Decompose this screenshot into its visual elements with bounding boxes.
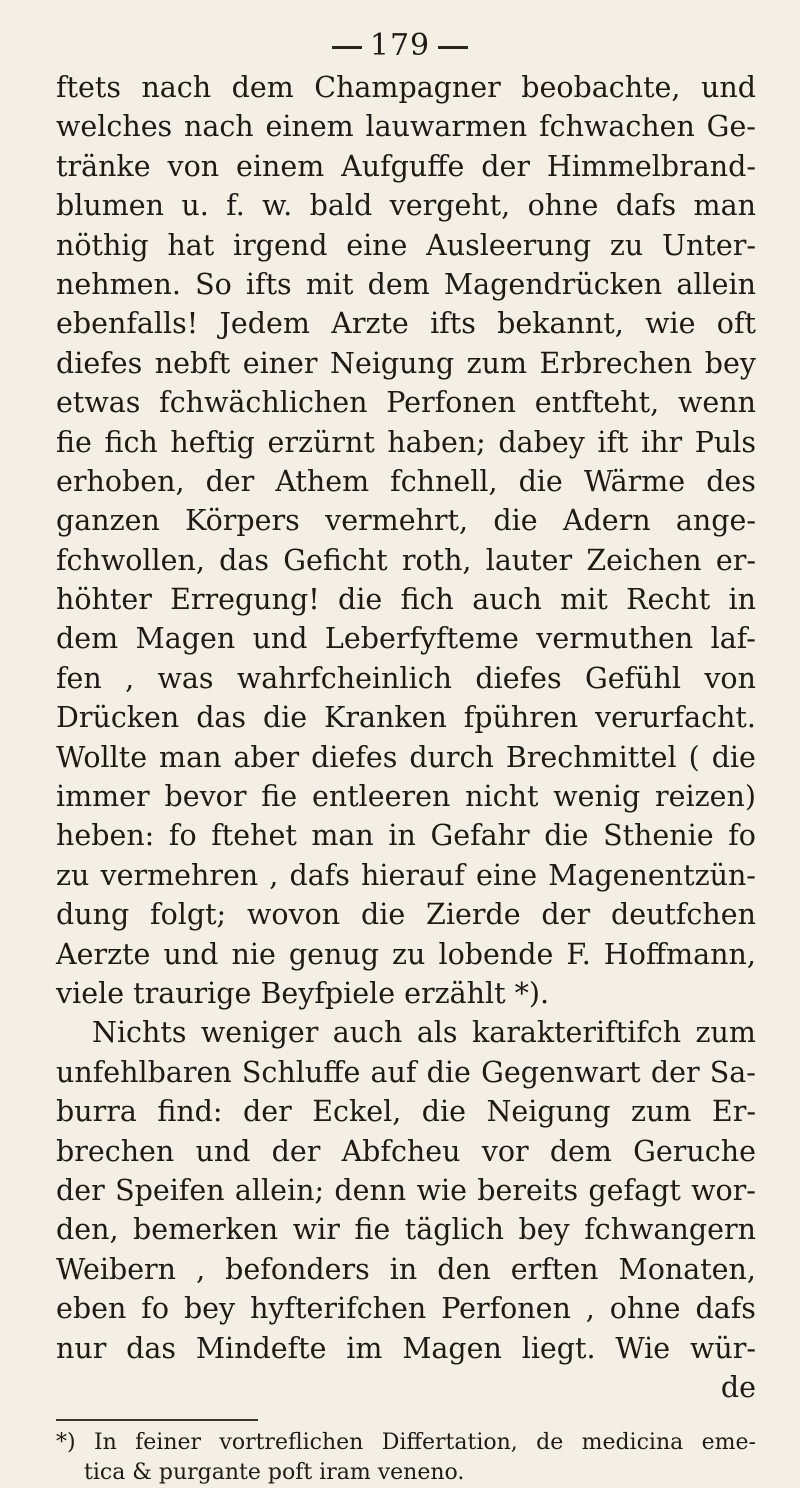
word: erhoben, xyxy=(56,464,185,498)
word: Champagner xyxy=(314,71,501,104)
word: fo xyxy=(728,819,756,853)
word: eme- xyxy=(701,1430,756,1455)
word: Wärme xyxy=(583,464,686,498)
text-line xyxy=(56,186,756,225)
word: vermuthen xyxy=(536,622,694,656)
word: Unter- xyxy=(662,228,756,262)
word: und xyxy=(252,622,308,656)
word: de xyxy=(536,1430,564,1455)
word: fen xyxy=(56,661,102,695)
word: oft xyxy=(716,307,756,341)
word: fich xyxy=(104,425,158,459)
word: wovon xyxy=(246,898,341,932)
word: wir xyxy=(292,1213,340,1247)
word: der xyxy=(243,1095,292,1129)
word: lauter xyxy=(485,543,573,577)
word: fchnell, xyxy=(390,464,498,498)
left-dash xyxy=(332,46,362,49)
word: Körpers xyxy=(185,504,300,538)
word: dem xyxy=(549,1134,612,1168)
word: zum xyxy=(631,1095,692,1129)
word: burra xyxy=(56,1095,137,1129)
word: Zeichen xyxy=(586,543,702,577)
word: fpühren xyxy=(463,701,579,735)
word: die xyxy=(426,1055,471,1089)
text-line xyxy=(56,777,756,816)
text-line xyxy=(56,147,756,186)
word: die xyxy=(360,898,406,932)
word: bereits xyxy=(477,1173,579,1207)
word: die xyxy=(493,504,538,538)
word: hyfterifchen xyxy=(250,1292,427,1326)
word: dabey xyxy=(498,425,585,459)
word: Aufguffe xyxy=(341,149,465,183)
word: auf xyxy=(370,1055,417,1089)
word: Brechmittel xyxy=(505,740,677,774)
word: fie xyxy=(354,1213,391,1247)
word: ftets xyxy=(56,71,121,104)
word: fo xyxy=(141,1292,169,1326)
word: der xyxy=(271,1134,321,1168)
word: ange- xyxy=(675,504,756,538)
text-line xyxy=(56,580,756,619)
word: Perfonen xyxy=(386,386,516,420)
word: gefagt xyxy=(588,1173,681,1207)
word: dung xyxy=(56,898,130,932)
text-line xyxy=(56,856,756,895)
word: Ge- xyxy=(706,110,756,144)
word: blumen xyxy=(56,189,164,223)
word: der xyxy=(541,898,591,932)
text-line xyxy=(56,816,756,855)
word: wahrfcheinlich xyxy=(236,661,453,695)
text-line xyxy=(56,1250,756,1289)
word: befonders xyxy=(225,1252,370,1286)
word: nicht xyxy=(465,780,539,814)
word: fchwächlichen xyxy=(159,386,368,420)
word: ift xyxy=(597,425,629,459)
text-line xyxy=(56,738,756,777)
word: nur xyxy=(56,1331,107,1365)
word: vortreflichen xyxy=(219,1430,364,1455)
word: eben xyxy=(56,1292,127,1326)
word: f. xyxy=(226,189,245,223)
word: auch xyxy=(332,1016,403,1050)
word: im xyxy=(346,1331,383,1365)
word: heftig xyxy=(170,425,255,459)
word: , xyxy=(125,661,135,695)
word: Zierde xyxy=(426,898,521,932)
text-line xyxy=(56,304,756,343)
word: Speifen xyxy=(115,1173,225,1207)
page-number xyxy=(0,28,800,63)
word: man xyxy=(311,819,374,853)
word: deutfchen xyxy=(610,898,756,932)
word: des xyxy=(706,464,756,498)
word: Ausleerung xyxy=(426,228,592,262)
word: höhter xyxy=(56,583,152,617)
word: Gefühl xyxy=(584,661,681,695)
text-line xyxy=(56,698,756,737)
word: Sthenie xyxy=(603,819,714,853)
word: vermehrt, xyxy=(325,504,469,538)
word: in xyxy=(389,1252,418,1286)
word: Mindefte xyxy=(195,1331,327,1365)
word: die xyxy=(518,464,563,498)
text-line xyxy=(56,226,756,265)
word: folgt; xyxy=(150,898,227,932)
word: Jedem xyxy=(219,307,310,341)
word: ihr xyxy=(641,425,683,459)
word: ohne xyxy=(527,189,599,223)
word: das xyxy=(126,1331,177,1365)
word: medicina xyxy=(581,1430,684,1455)
text-line: viele traurige Beyfpiele erzählt *). xyxy=(56,976,550,1010)
word: wor- xyxy=(691,1173,756,1207)
word: nöthig xyxy=(56,228,149,262)
text-line xyxy=(56,1013,756,1052)
word: der xyxy=(481,149,530,183)
word: man xyxy=(159,740,222,774)
word: nebft xyxy=(154,346,231,380)
word: dafs xyxy=(615,189,677,223)
word: Schluffe xyxy=(241,1055,361,1089)
word: beobachte, xyxy=(521,71,681,104)
word: Geruche xyxy=(633,1134,756,1168)
word: von xyxy=(704,661,756,695)
word: ftehet xyxy=(211,819,297,853)
word: bekannt, xyxy=(497,307,624,341)
text-line xyxy=(56,68,756,107)
word: den, xyxy=(56,1213,119,1247)
word: ganzen xyxy=(56,504,160,538)
text-line xyxy=(56,462,756,501)
word: eine xyxy=(475,858,538,892)
word: zu xyxy=(392,937,426,971)
word: Wie xyxy=(615,1331,671,1365)
word: nehmen. xyxy=(56,267,181,301)
text-line xyxy=(56,935,756,974)
word: feiner xyxy=(135,1430,202,1455)
text-line xyxy=(56,1289,756,1328)
word: Athem xyxy=(275,464,370,498)
word: Arzte xyxy=(331,307,409,341)
word: liegt. xyxy=(521,1331,596,1365)
word: unfehlbaren xyxy=(56,1055,232,1089)
word: den xyxy=(437,1252,491,1286)
text-line xyxy=(56,1329,756,1368)
word: Abfcheu xyxy=(341,1134,461,1168)
word: die xyxy=(338,583,383,617)
word: Kranken xyxy=(324,701,447,735)
word: das xyxy=(219,543,270,577)
word: bey xyxy=(183,1292,236,1326)
word: Weibern xyxy=(56,1252,177,1286)
word: nie xyxy=(231,937,276,971)
word: einem xyxy=(265,110,354,144)
word: dem xyxy=(56,622,119,656)
footnote-line xyxy=(56,1428,756,1458)
word: , xyxy=(269,858,279,892)
word: erften xyxy=(510,1252,599,1286)
word: man xyxy=(693,189,756,223)
text-line xyxy=(56,501,756,540)
text-line xyxy=(56,344,756,383)
word: haben; xyxy=(387,425,486,459)
word: ohne xyxy=(609,1292,681,1326)
word: Magenentzün- xyxy=(548,858,756,892)
word: find: xyxy=(157,1095,223,1129)
word: lauwarmen xyxy=(365,110,528,144)
word: fich xyxy=(400,583,454,617)
word: F. xyxy=(566,937,591,971)
word: in xyxy=(728,583,756,617)
word: fie xyxy=(261,780,298,814)
word: genug xyxy=(288,937,379,971)
word: wenig xyxy=(553,780,641,814)
word: Er- xyxy=(711,1095,756,1129)
word: welches xyxy=(56,110,173,144)
catchword: de xyxy=(720,1370,756,1404)
word: fchwollen, xyxy=(56,543,205,577)
text-line xyxy=(56,895,756,934)
text-line xyxy=(56,1053,756,1092)
word: wie xyxy=(645,307,696,341)
text-line xyxy=(56,619,756,658)
word: Aerzte xyxy=(56,937,151,971)
word: Gefahr xyxy=(430,819,530,853)
word: dafs xyxy=(695,1292,756,1326)
word: irgend xyxy=(233,228,328,262)
word: bey xyxy=(518,1213,570,1247)
word: fo xyxy=(168,819,197,853)
word: Gegenwart xyxy=(481,1055,641,1089)
word: entleeren xyxy=(311,780,451,814)
word: das xyxy=(196,701,247,735)
word: als xyxy=(416,1016,458,1050)
word: wür- xyxy=(689,1331,756,1365)
word: Erregung! xyxy=(170,583,320,617)
word: fchwangern xyxy=(584,1213,756,1247)
word: hierauf xyxy=(360,858,465,892)
word: etwas xyxy=(56,386,141,420)
text-line xyxy=(56,659,756,698)
word: zum xyxy=(466,346,528,380)
word: vergeht, xyxy=(389,189,511,223)
word: Nichts xyxy=(92,1016,187,1050)
word: eine xyxy=(346,228,408,262)
word: zu xyxy=(56,858,90,892)
word: weniger xyxy=(200,1016,319,1050)
word: zum xyxy=(695,1016,756,1050)
word: mit xyxy=(560,583,608,617)
word: Monaten, xyxy=(618,1252,756,1286)
word: er- xyxy=(715,543,756,577)
word: Hoffmann, xyxy=(603,937,756,971)
word: dem xyxy=(231,71,294,104)
word: allein; xyxy=(234,1173,325,1207)
word: roth, xyxy=(401,543,472,577)
word: , xyxy=(196,1252,206,1286)
word: die xyxy=(421,1095,466,1129)
word: Magendrücken xyxy=(443,267,663,301)
word: erzürnt xyxy=(267,425,375,459)
word: w. xyxy=(262,189,293,223)
word: , xyxy=(585,1292,595,1326)
word: Recht xyxy=(626,583,711,617)
word: der xyxy=(56,1173,105,1207)
word: allein xyxy=(676,267,756,301)
word: Adern xyxy=(562,504,651,538)
word: zu xyxy=(609,228,644,262)
page-number-text: 179 xyxy=(369,28,431,63)
text-line xyxy=(56,423,756,462)
word: entfteht, xyxy=(534,386,660,420)
word: vermehren xyxy=(100,858,259,892)
text-line xyxy=(56,1132,756,1171)
text-line xyxy=(56,1210,756,1249)
word: Magen xyxy=(135,622,236,656)
word: wenn xyxy=(677,386,756,420)
word: diefes xyxy=(311,740,398,774)
word: Himmelbrand- xyxy=(546,149,756,183)
word: der xyxy=(205,464,255,498)
word: Leberfyfteme xyxy=(324,622,519,656)
word: und xyxy=(700,71,756,104)
word: und xyxy=(163,937,219,971)
word: karakteriftifch xyxy=(471,1016,682,1050)
body-text xyxy=(56,68,756,1407)
word: aber xyxy=(233,740,300,774)
word: bey xyxy=(704,346,756,380)
word: Geficht xyxy=(283,543,388,577)
word: was xyxy=(157,661,214,695)
word: nach xyxy=(141,71,212,104)
word: Drücken xyxy=(56,701,180,735)
word: hat xyxy=(167,228,215,262)
word: ifts xyxy=(430,307,476,341)
word: von xyxy=(167,149,220,183)
word: So xyxy=(195,267,232,301)
word: *) xyxy=(56,1430,76,1455)
word: denn xyxy=(334,1173,407,1207)
word: Perfonen xyxy=(441,1292,571,1326)
word: ( xyxy=(688,740,700,774)
word: ifts xyxy=(245,267,292,301)
word: die xyxy=(262,701,308,735)
right-dash xyxy=(438,46,468,49)
word: einer xyxy=(242,346,318,380)
word: mit xyxy=(305,267,354,301)
word: u. xyxy=(181,189,209,223)
text-line xyxy=(56,265,756,304)
word: tränke xyxy=(56,149,151,183)
word: Differtation, xyxy=(381,1430,518,1455)
word: Wollte xyxy=(56,740,148,774)
word: verurfacht. xyxy=(594,701,756,735)
text-line xyxy=(56,1171,756,1210)
footnote-line: tica & purgante poft iram veneno. xyxy=(84,1460,465,1485)
footnote-rule xyxy=(56,1419,258,1421)
word: auch xyxy=(472,583,542,617)
word: reizen) xyxy=(655,780,756,814)
word: immer xyxy=(56,780,150,814)
word: und xyxy=(195,1134,251,1168)
word: bevor xyxy=(164,780,247,814)
word: brechen xyxy=(56,1134,175,1168)
word: Eckel, xyxy=(312,1095,402,1129)
word: wie xyxy=(416,1173,467,1207)
word: vor xyxy=(481,1134,529,1168)
word: In xyxy=(93,1430,117,1455)
text-line xyxy=(56,541,756,580)
word: die xyxy=(544,819,589,853)
word: einem xyxy=(236,149,325,183)
word: der xyxy=(650,1055,700,1089)
word: in xyxy=(388,819,416,853)
word: nach xyxy=(184,110,254,144)
word: fchwachen xyxy=(539,110,695,144)
word: bald xyxy=(309,189,373,223)
word: diefes xyxy=(475,661,562,695)
word: durch xyxy=(409,740,494,774)
word: dafs xyxy=(289,858,350,892)
word: heben: xyxy=(56,819,155,853)
text-line xyxy=(56,383,756,422)
word: täglich xyxy=(404,1213,504,1247)
word: fie xyxy=(56,425,92,459)
word: ebenfalls! xyxy=(56,307,199,341)
word: Neigung xyxy=(486,1095,611,1129)
word: lobende xyxy=(438,937,554,971)
footnote xyxy=(56,1428,756,1488)
word: dem xyxy=(367,267,430,301)
word: Sa- xyxy=(709,1055,756,1089)
word: Magen xyxy=(402,1331,502,1365)
word: diefes xyxy=(56,346,143,380)
word: die xyxy=(711,740,756,774)
word: Neigung xyxy=(330,346,455,380)
word: laf- xyxy=(710,622,756,656)
word: Puls xyxy=(694,425,756,459)
word: Erbrechen xyxy=(539,346,693,380)
word: bemerken xyxy=(133,1213,279,1247)
text-line xyxy=(56,1092,756,1131)
text-line xyxy=(56,107,756,146)
